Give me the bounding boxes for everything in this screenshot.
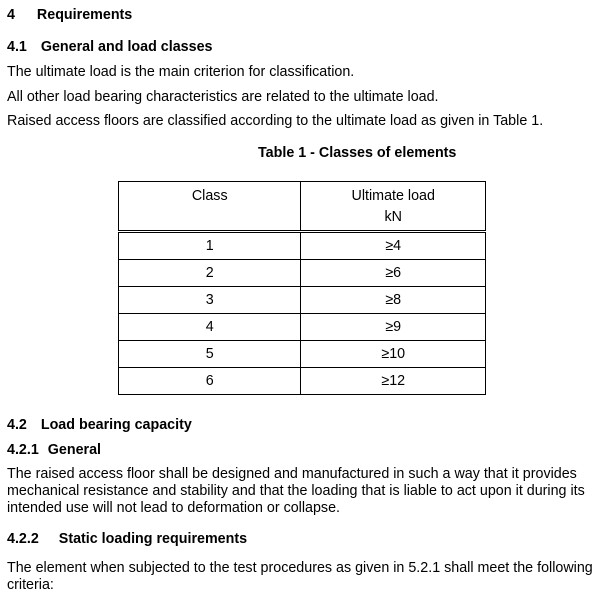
paragraph-2: All other load bearing characteristics are related to the ultimate load. <box>7 89 439 105</box>
section-4-2-2-line: The element when subjected to the test procedures as given in 5.2.1 shall meet the following <box>7 560 593 576</box>
cell-class: 4 <box>119 314 301 341</box>
section-4-2-1-line: intended use will not lead to deformation or collapse. <box>7 500 341 516</box>
table-row <box>119 341 486 368</box>
section-4-1-number: 4.1 <box>7 39 27 55</box>
header-load-label: Ultimate load <box>351 188 435 204</box>
header-class-label: Class <box>191 188 228 204</box>
section-4-2-1-line: mechanical resistance and stability and that the loading that is liable to act upon it during its <box>7 483 585 499</box>
cell-class: 6 <box>119 368 301 395</box>
cell-class: 2 <box>119 260 301 287</box>
paragraph-3: Raised access floors are classified according to the ultimate load as given in Table 1. <box>7 113 544 129</box>
paragraph-1: The ultimate load is the main criterion for classification. <box>7 64 355 80</box>
section-4-2-1-line: The raised access floor shall be designed and manufactured in such a way that it provides <box>7 466 577 482</box>
section-4-1-heading <box>7 39 213 55</box>
table-row <box>119 314 486 341</box>
cell-load: ≥10 <box>301 341 486 368</box>
cell-load: ≥12 <box>301 368 486 395</box>
cell-load: ≥6 <box>301 260 486 287</box>
header-ultimate-load <box>301 182 486 232</box>
section-4-2-1-heading <box>7 442 101 458</box>
table-row <box>119 368 486 395</box>
section-4-2-2-heading <box>7 531 247 547</box>
section-4-number: 4 <box>7 7 15 23</box>
cell-class: 1 <box>119 232 301 260</box>
section-4-1-title: General and load classes <box>40 39 213 55</box>
section-4-2-1-title: General <box>47 442 102 458</box>
section-4-2-number: 4.2 <box>7 417 27 433</box>
cell-load: ≥9 <box>301 314 486 341</box>
cell-class: 3 <box>119 287 301 314</box>
table-header-row <box>119 182 486 232</box>
table-row <box>119 232 486 260</box>
section-4-2-2-line: criteria: <box>7 577 54 593</box>
header-unit-label: kN <box>384 209 402 225</box>
section-4-2-heading <box>7 417 192 433</box>
cell-class: 5 <box>119 341 301 368</box>
section-4-2-2-title: Static loading requirements <box>58 531 248 547</box>
table-caption: Table 1 - Classes of elements <box>258 145 457 161</box>
table-row <box>119 287 486 314</box>
section-4-2-title: Load bearing capacity <box>40 417 192 433</box>
section-4-2-1-number: 4.2.1 <box>7 442 39 458</box>
section-4-2-2-number: 4.2.2 <box>7 531 39 547</box>
cell-load: ≥4 <box>301 232 486 260</box>
section-4-heading <box>7 7 132 23</box>
classes-table <box>118 181 486 395</box>
section-4-title: Requirements <box>36 7 133 23</box>
header-class <box>119 182 301 232</box>
cell-load: ≥8 <box>301 287 486 314</box>
table-row <box>119 260 486 287</box>
